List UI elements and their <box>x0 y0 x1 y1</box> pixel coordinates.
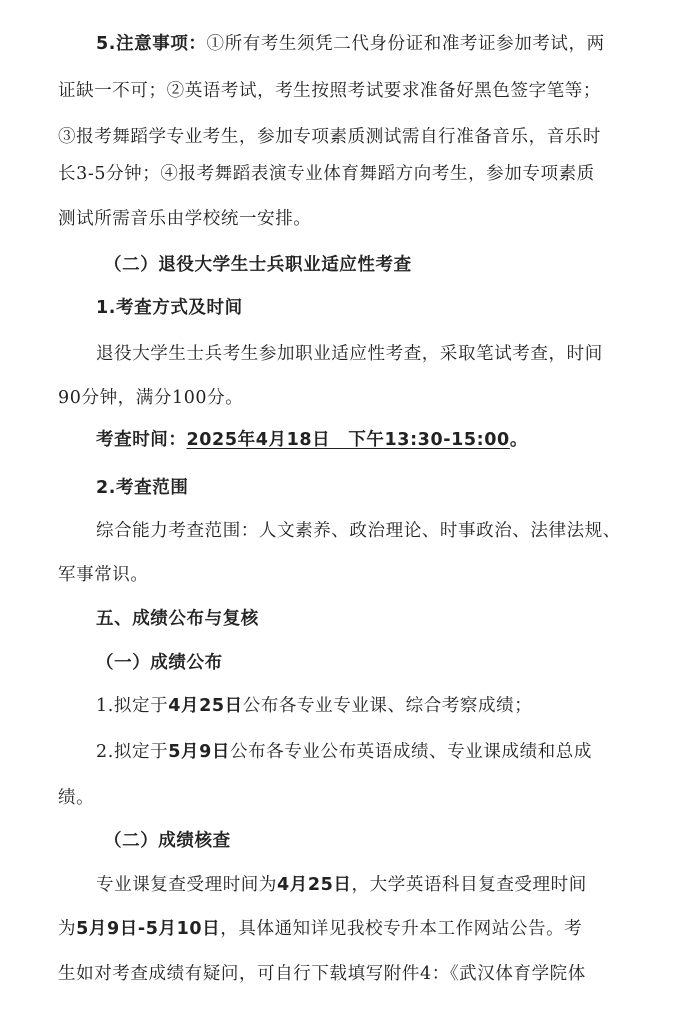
publish-item-2-post: 公布各专业公布英语成绩、专业课成绩和总成 <box>229 742 592 762</box>
subheading-scope: 2.考查范围 <box>96 478 189 498</box>
notice-line-1 <box>96 32 654 56</box>
review-line-1-pre: 专业课复查受理时间为 <box>96 875 277 895</box>
notice-text: ①所有考生须凭二代身份证和准考证参加考试，两 <box>206 34 605 54</box>
notice-line-5: 测试所需音乐由学校统一安排。 <box>58 209 312 229</box>
subheading-method-time: 1.考查方式及时间 <box>96 298 243 318</box>
subheading-score-review: （二）成绩核查 <box>104 831 231 851</box>
publish-date-1: 4月25日 <box>168 696 243 716</box>
review-date-2: 5月9日-5月10日 <box>76 919 221 939</box>
scope-line-2: 军事常识。 <box>58 565 149 585</box>
review-line-2-pre: 为 <box>58 919 77 939</box>
review-line-3: 生如对考查成绩有疑问，可自行下载填写附件4：《武汉体育学院体 <box>58 964 586 984</box>
publish-item-1-pre: 1.拟定于 <box>96 696 169 716</box>
publish-date-2: 5月9日 <box>168 742 230 762</box>
method-desc-line-2: 90分钟，满分100分。 <box>58 388 244 408</box>
exam-time-value: 2025年4月18日 下午13:30-15:00 <box>186 430 510 450</box>
review-line-1 <box>96 873 654 897</box>
notice-heading: 5.注意事项： <box>96 34 207 54</box>
scope-line-1: 综合能力考查范围：人文素养、政治理论、时事政治、法律法规、 <box>96 521 621 541</box>
review-line-1-post: ，大学英语科目复查受理时间 <box>351 875 587 895</box>
review-line-2 <box>58 917 654 941</box>
notice-line-2: 证缺一不可；②英语考试，考生按照考试要求准备好黑色签字笔等； <box>58 81 601 101</box>
review-line-2-post: ，具体通知详见我校专升本工作网站公告。考 <box>220 919 583 939</box>
review-date-1: 4月25日 <box>277 875 352 895</box>
section-heading-veterans: （二）退役大学生士兵职业适应性考查 <box>104 255 412 275</box>
publish-item-1 <box>96 694 654 718</box>
notice-line-4: 长3-5分钟；④报考舞蹈表演专业体育舞蹈方向考生，参加专项素质 <box>58 164 595 184</box>
subheading-score-publish: （一）成绩公布 <box>96 653 223 673</box>
exam-time-label: 考查时间： <box>96 430 187 450</box>
method-desc-line-1: 退役大学生士兵考生参加职业适应性考查，采取笔试考查，时间 <box>96 344 603 364</box>
publish-item-1-post: 公布各专业专业课、综合考察成绩； <box>242 696 533 716</box>
notice-line-3: ③报考舞蹈学专业考生，参加专项素质测试需自行准备音乐，音乐时 <box>58 127 601 147</box>
publish-item-2-cont: 绩。 <box>58 788 95 808</box>
exam-time-line <box>96 428 654 452</box>
publish-item-2-pre: 2.拟定于 <box>96 742 169 762</box>
section-heading-scores: 五、成绩公布与复核 <box>96 609 259 629</box>
exam-time-end: 。 <box>509 430 528 450</box>
publish-item-2 <box>96 740 654 764</box>
